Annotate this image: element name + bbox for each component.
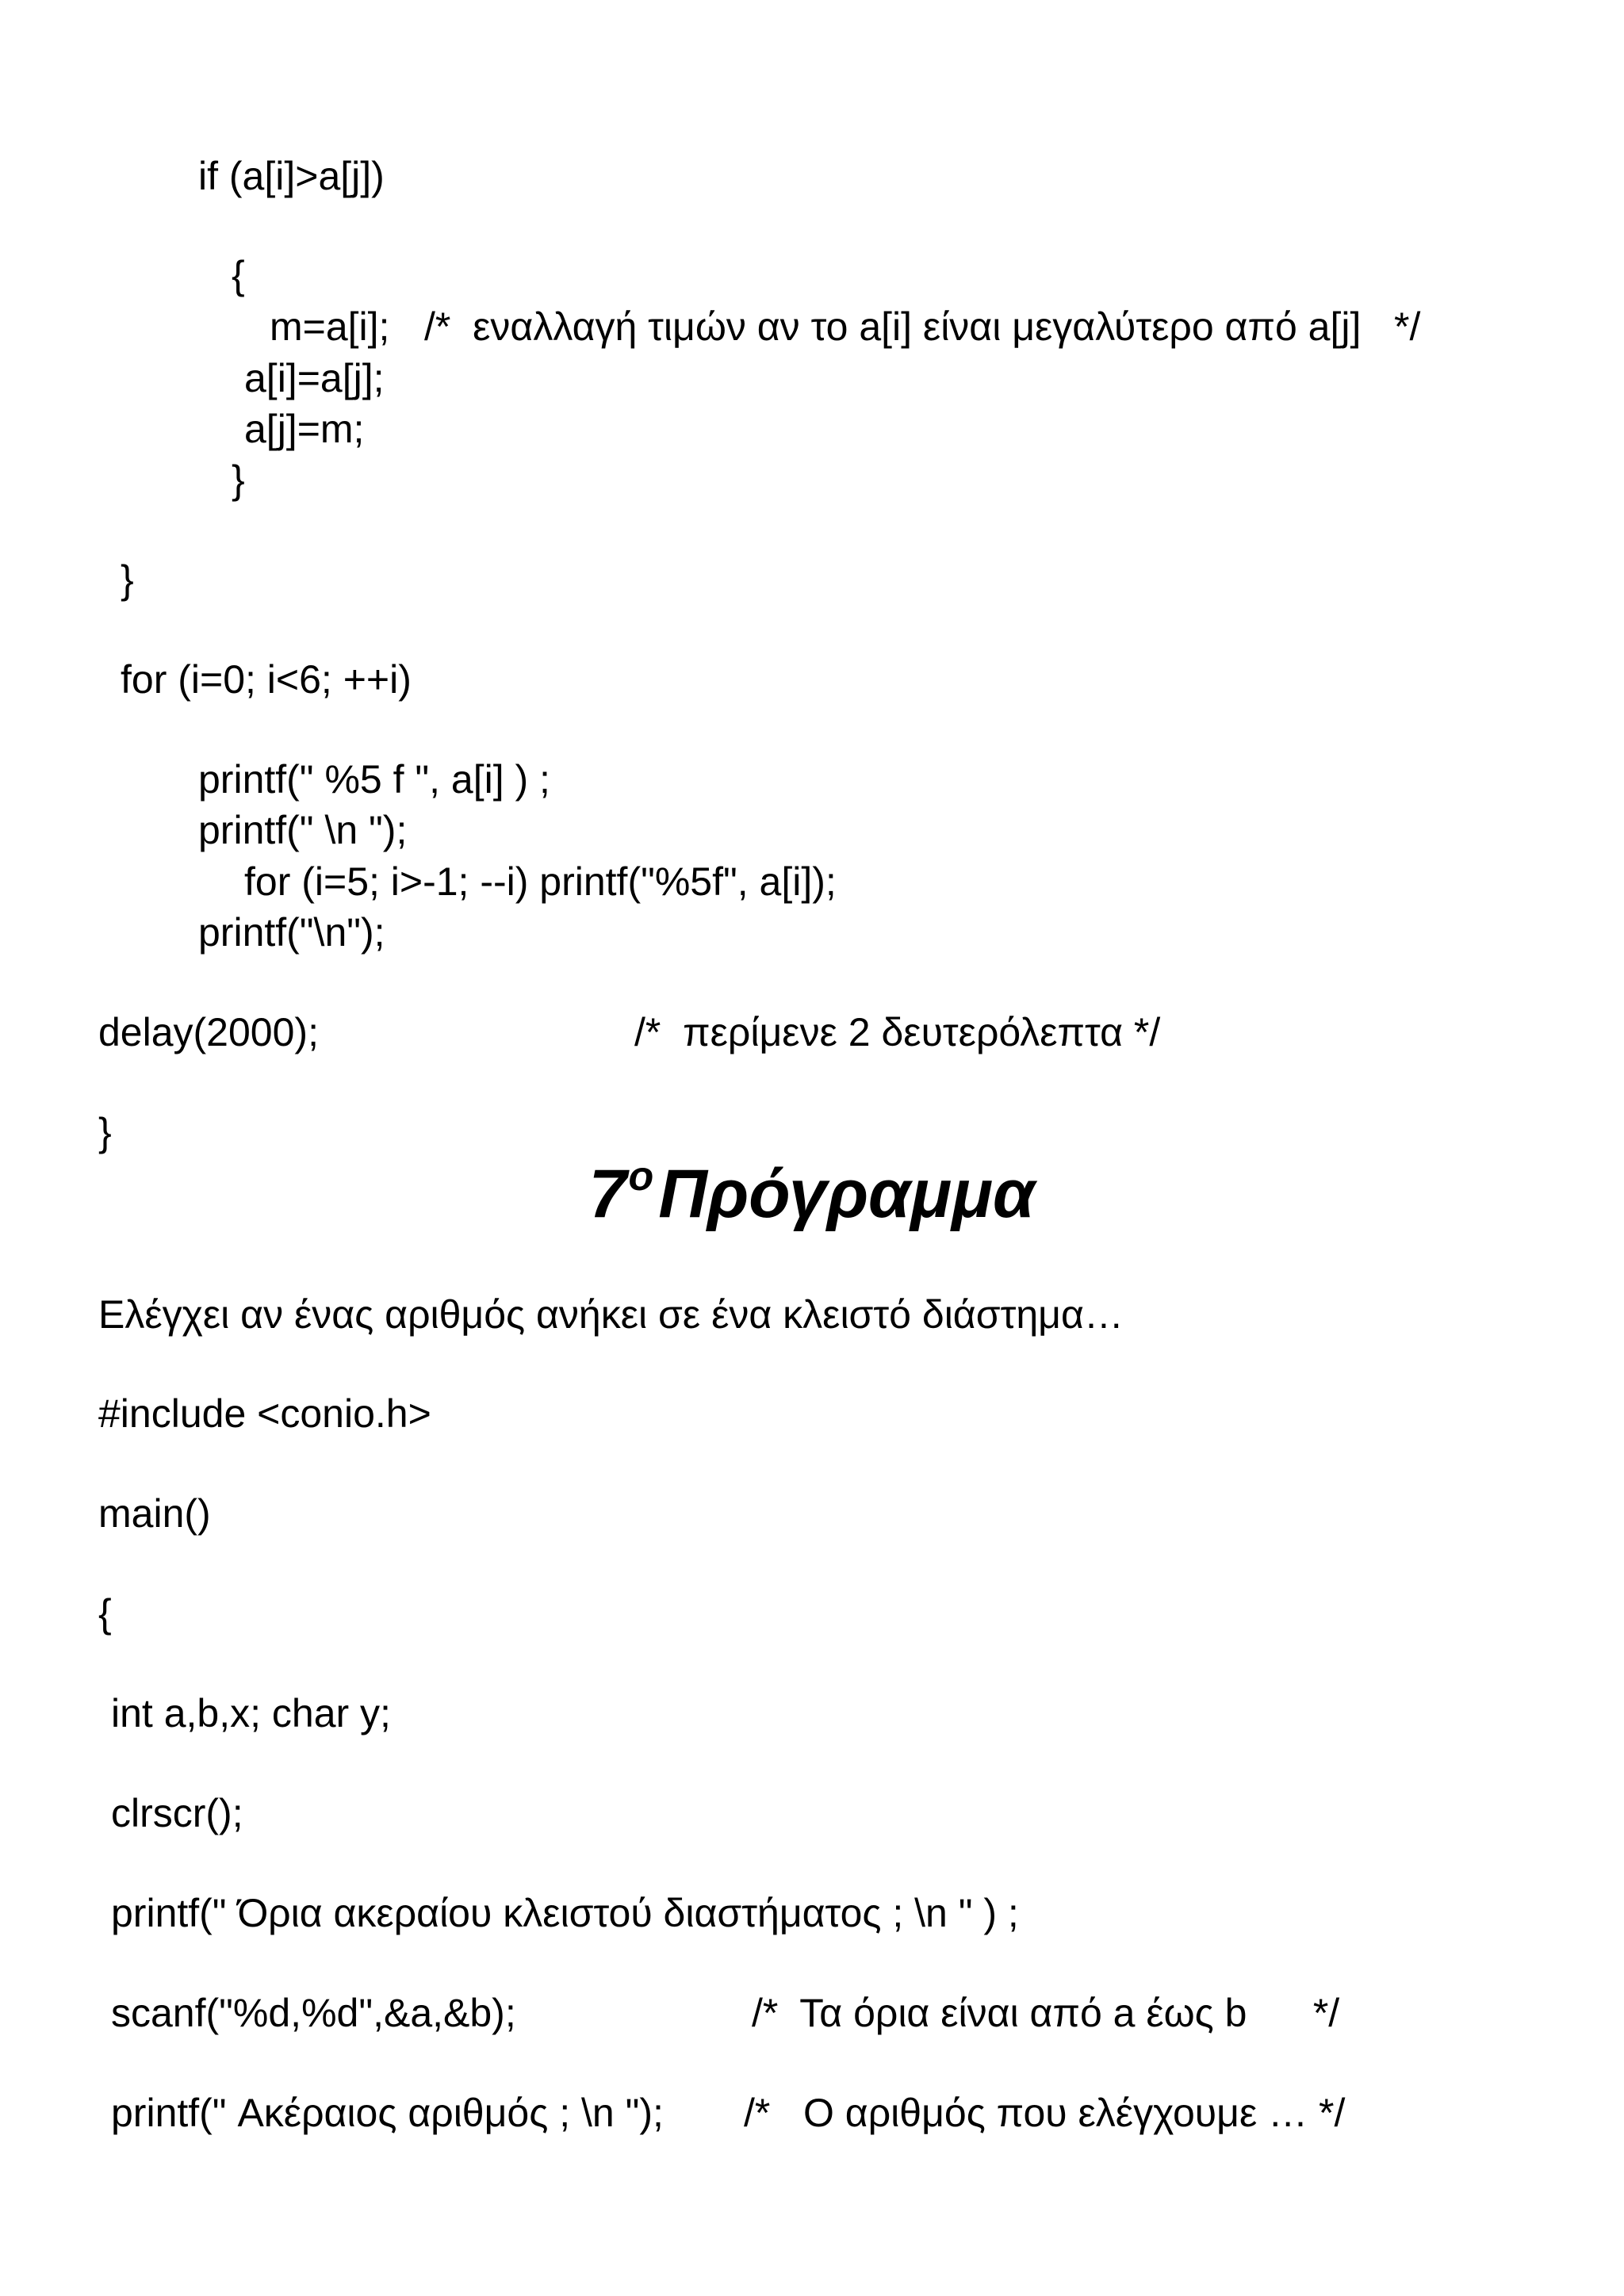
code-line: for (i=5; i>-1; --i) printf("%5f", a[i]); <box>244 859 837 904</box>
code-line: printf(" \n "); <box>198 808 408 852</box>
code-line: main() <box>98 1491 211 1536</box>
program-description: Ελέγχει αν ένας αριθμός ανήκει σε ένα κλειστό διάστημα… <box>98 1292 1124 1337</box>
section-title <box>0 1154 1624 1232</box>
code-line: { <box>98 1591 112 1636</box>
code-line: printf(" %5 f ", a[i] ) ; <box>198 757 550 802</box>
code-line: a[i]=a[j]; <box>244 356 385 400</box>
code-comment: /* Ο αριθμός που ελέγχουμε … */ <box>744 2091 1346 2135</box>
code-line: clrscr(); <box>111 1791 243 1835</box>
code-line: int a,b,x; char y; <box>111 1691 391 1735</box>
code-line: a[j]=m; <box>244 407 365 451</box>
section-number: 7 <box>588 1156 627 1232</box>
code-line: printf(" Ακέραιος αριθμός ; \n "); <box>111 2091 664 2135</box>
code-comment: /* εναλλαγή τιμών αν το a[i] είναι μεγαλύτερο από a[j] */ <box>424 304 1421 349</box>
code-line: delay(2000); <box>98 1010 319 1054</box>
code-line: } <box>232 457 245 502</box>
code-line: for (i=0; i<6; ++i) <box>121 657 412 702</box>
section-title-text: Πρόγραμμα <box>658 1156 1036 1232</box>
code-comment: /* Τα όρια είναι από a έως b */ <box>752 1991 1340 2035</box>
code-line: scanf("%d,%d",&a,&b); <box>111 1991 516 2035</box>
code-line: } <box>121 557 134 602</box>
code-line: if (a[i]>a[j]) <box>198 154 385 198</box>
code-line: { <box>232 253 245 297</box>
code-comment: /* περίμενε 2 δευτερόλεπτα */ <box>634 1010 1161 1054</box>
section-number-superscript: ο <box>628 1154 654 1200</box>
code-line: m=a[i]; <box>270 304 390 349</box>
code-line: #include <conio.h> <box>98 1391 431 1436</box>
code-line: printf("\n"); <box>198 910 385 955</box>
code-line: } <box>98 1110 112 1154</box>
code-line: printf(" Όρια ακεραίου κλειστού διαστήματος ; \n " ) ; <box>111 1891 1019 1935</box>
